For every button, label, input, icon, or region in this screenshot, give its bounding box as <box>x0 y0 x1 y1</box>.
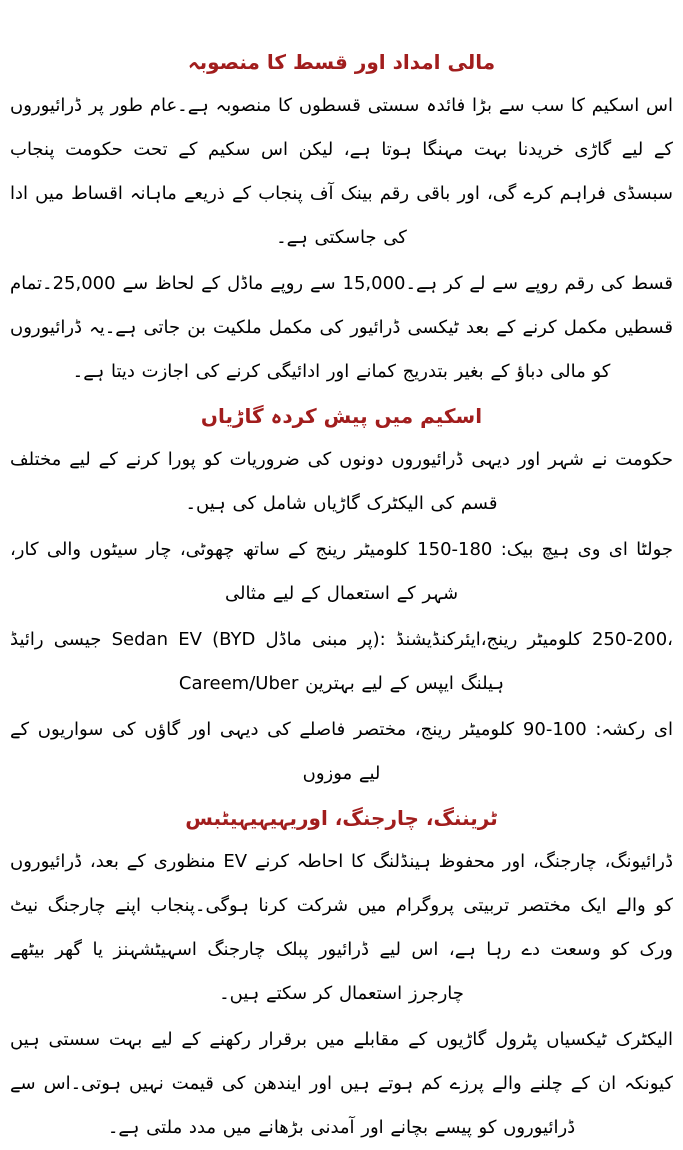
finance-paragraph-2: قسط کی رقم روپے سے لے کر ہے۔15,000 سے روپے ماڈل کے لحاظ سے 25,000۔تمام قسطیں مکمل کرنے کے بعد ٹیکسی ڈرائیور کی مکمل ملکیت بن جاتی ہے۔یہ ڈرائیوروں کو مالی دباؤ کے بغیر بتدریج کمانے اور ادائیگی کرنے کی اجازت دیتا ہے۔ <box>10 273 673 382</box>
vehicles-intro-paragraph: حکومت نے شہر اور دیہی ڈرائیوروں دونوں کی ضروریات کو پورا کرنے کے لیے مختلف قسم کی الیکٹرک گاڑیاں شامل کی ہیں۔ <box>10 449 673 514</box>
training-paragraph: ڈرائیونگ، چارجنگ، اور محفوظ ہینڈلنگ کا احاطہ کرنے EV منظوری کے بعد، ڈرائیوروں کو والے ایک مختصر تربیتی پروگرام میں شرکت کرنا ہوگی۔پنجاب اپنے چارجنگ نیٹ ورک کو وسعت دے رہا ہے، اس لیے ڈرائیور پبلک چارجنگ اسہیٹشہنز یا گھر بیٹھے چارجرز استعمال کر سکتے ہیں۔ <box>10 851 673 1004</box>
vehicle-e-rickshaw-item: ای رکشہ: 100-90 کلومیٹر رینج، مختصر فاصلے کی دیہی اور گاؤں کی سواریوں کے لیے موزوں <box>10 719 673 784</box>
vehicle-jolta-hatchback-item: جولٹا ای وی ہیچ بیک: 180-150 کلومیٹر رینج کے ساتھ چھوٹی، چار سیٹوں والی کار، شہر کے استعمال کے لیے مثالی <box>10 539 673 604</box>
vehicles-section-heading: اسکیم میں پیش کردہ گاڑیاں <box>200 404 483 428</box>
training-section-heading: ٹریننگ، چارجنگ، اوریہیہیہیٹبس <box>185 806 498 830</box>
finance-paragraph-1: اس اسکیم کا سب سے بڑا فائدہ سستی قسطوں کا منصوبہ ہے۔عام طور پر ڈرائیوروں کے لیے گاڑی خریدنا بہت مہنگا ہوتا ہے، لیکن اس سکیم کے تحت حکومت پنجاب سبسڈی فراہم کرے گی، اور باقی رقم بینک آف پنجاب کے ذریعے ماہانہ اقساط میں ادا کی جاسکتی ہے۔ <box>10 95 673 248</box>
cost-savings-paragraph: الیکٹرک ٹیکسیاں پٹرول گاڑیوں کے مقابلے میں برقرار رکھنے کے لیے بہت سستی ہیں کیونکہ ان کے چلنے والے پرزے کم ہوتے ہیں اور ایندھن کی قیمت نہیں ہوتی۔اس سے ڈرائیوروں کو پیسے بچانے اور آمدنی بڑھانے میں مدد ملتی ہے۔ <box>10 1029 673 1138</box>
finance-section-heading: مالی امداد اور قسط کا منصوبہ <box>187 50 496 74</box>
vehicle-sedan-ev-item: ،250-200 کلومیٹر رینج،ایئرکنڈیشنڈ :(پر مبنی ماڈل Sedan EV (BYD جیسی رائیڈ ہیلنگ ایپس کے لیے بہترین Careem/Uber <box>10 629 673 694</box>
